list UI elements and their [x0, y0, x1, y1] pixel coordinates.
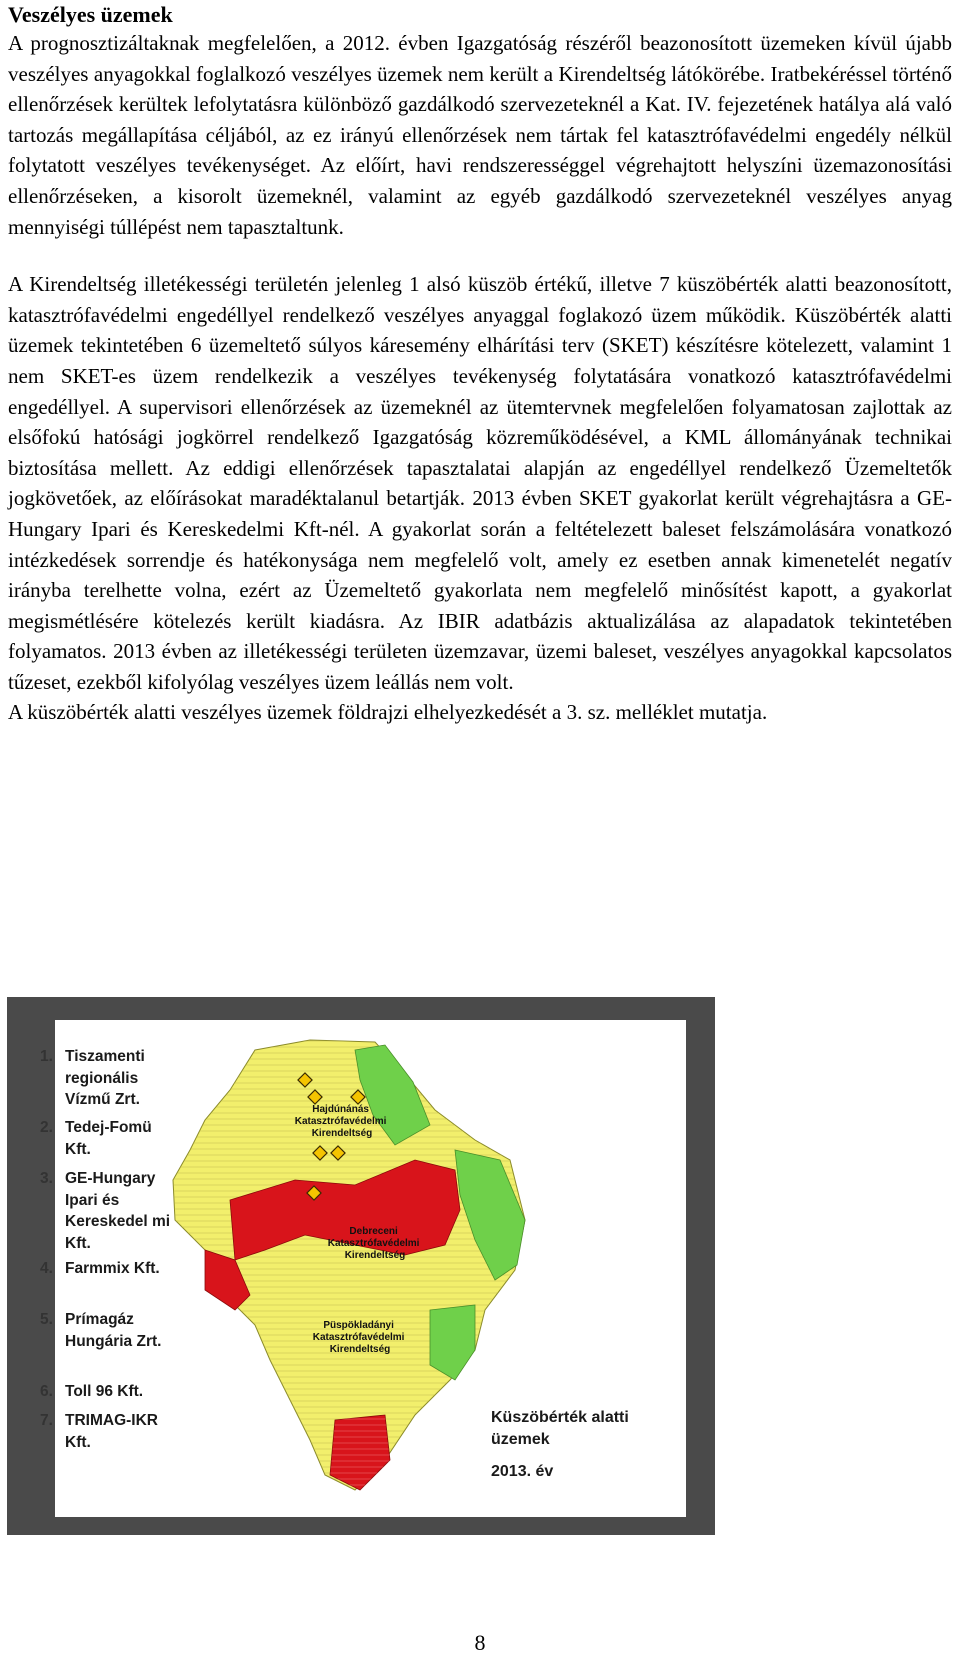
map-note-year: 2013. év: [491, 1463, 554, 1480]
label-debrecen: Debreceni Katasztrófavédelmi Kirendeltség: [327, 1226, 420, 1261]
map-note: [491, 1407, 681, 1483]
legend-name: Tiszamenti regionális Vízmű Zrt.: [65, 1048, 145, 1109]
legend-name: GE-Hungary Ipari és Kereskedel mi Kft.: [65, 1170, 171, 1252]
legend-number: 4.: [40, 1260, 53, 1277]
legend-number: 6.: [40, 1383, 53, 1400]
paragraph-plants: A Kirendeltség illetékességi területén jelenleg 1 alsó küszöb értékű, illetve 7 küszöbérték alatti beazonosított, katasztrófavédelmi engedéllyel rendelkező veszélyes anyaggal foglakozó üzem működik. Küszöbérték alatti üzemek tekintetében 6 üzemeltető súlyos káresemény elhárítási terv (SKET) készítésre kötelezett, valamint 1 nem SKET-es üzem rendelkezik a veszélyes tevékenység folytatására vonatkozó katasztrófavédelmi engedéllyel. A supervisori ellenőrzések az üzemeknél az ütemtervnek megfelelően folyamatosan zajlottak az elsőfokú hatósági jogkörrel rendelkező Igazgatóság közreműködésével, a KML állományának technikai biztosítása mellett. Az eddigi ellenőrzések tapasztalatai alapján az engedéllyel rendelkező Üzemeltetők jogkövetőek, az előírásokat maradéktalanul betartják. 2013 évben SKET gyakorlat került végrehajtásra a GE-Hungary Ipari és Kereskedelmi Kft-nél. A gyakorlat során a feltételezett baleset felszámolására vonatkozó intézkedések sorrendje és hatékonysága nem megfelelő volt, amely ez esetben annak kimenetelét negatív irányba terelhette volna, ezért az Üzemeltető gyakorlata nem megfelelő minősítést kapott, a gyakorlat megismétlésére kötelezés került kiadásra. Az IBIR adatbázis aktualizálása az alapadatok tekintetében folyamatos. 2013 évben az illetékességi területen üzemzavar, üzemi baleset, veszélyes anyagokkal kapcsolatos tűzeset, ezekből kifolyólag veszélyes üzem leállás nem volt.: [8, 272, 952, 694]
legend-name: Farmmix Kft.: [65, 1260, 160, 1277]
legend-name: Prímagáz Hungária Zrt.: [65, 1311, 162, 1350]
paragraph-annex-reference: A küszöbérték alatti veszélyes üzemek földrajzi elhelyezkedését a 3. sz. melléklet mutatja.: [8, 700, 768, 725]
map-note-title: Küszöbérték alatti üzemek: [491, 1409, 629, 1448]
legend-name: TRIMAG-IKR Kft.: [65, 1412, 158, 1451]
page-number: 8: [474, 1630, 486, 1655]
county-green-area-south: [430, 1305, 475, 1380]
legend-number: 1.: [40, 1048, 53, 1065]
map-panel: [40, 1020, 686, 1517]
legend-name: Toll 96 Kft.: [65, 1383, 144, 1400]
paragraph-inspections: A prognosztizáltaknak megfelelően, a 2012. évben Igazgatóság részéről beazonosított üzemeken kívül újabb veszélyes anyagokkal foglalkozó veszélyes üzemek nem került a Kirendeltség látókörébe. Iratbekéréssel történő ellenőrzések kerültek lefolytatásra különböző gazdálkodó szervezeteknél a Kat. IV. fejezetének hatálya alá való tartozás megállapítása céljából, az ez irányú ellenőrzések nem tártak fel katasztrófavédelmi engedély nélkül folytatott veszélyes tevékenységet. Az előírt, havi rendszerességgel végrehajtott helyszíni üzemazonosítási ellenőrzéseken, a kisorolt üzemeknél, valamint az egyéb gazdálkodó szervezeteknél veszélyes anyag mennyiségi túllépést nem tapasztaltunk.: [8, 31, 952, 239]
document-body: [8, 2, 952, 728]
legend-number: 7.: [40, 1412, 53, 1429]
label-hajdunanas: Hajdúnánás Katasztrófavédelmi Kirendeltség: [294, 1104, 387, 1139]
label-puspokladany: Püspökladányi Katasztrófavédelmi Kirendeltség: [312, 1320, 405, 1355]
plant-legend: [40, 1020, 171, 1493]
section-title: Veszélyes üzemek: [8, 2, 173, 27]
legend-number: 5.: [40, 1311, 53, 1328]
plant-map-figure: [7, 997, 715, 1535]
legend-number: 2.: [40, 1119, 53, 1136]
legend-number: 3.: [40, 1170, 53, 1187]
legend-name: Tedej-Fomü Kft.: [65, 1119, 152, 1158]
